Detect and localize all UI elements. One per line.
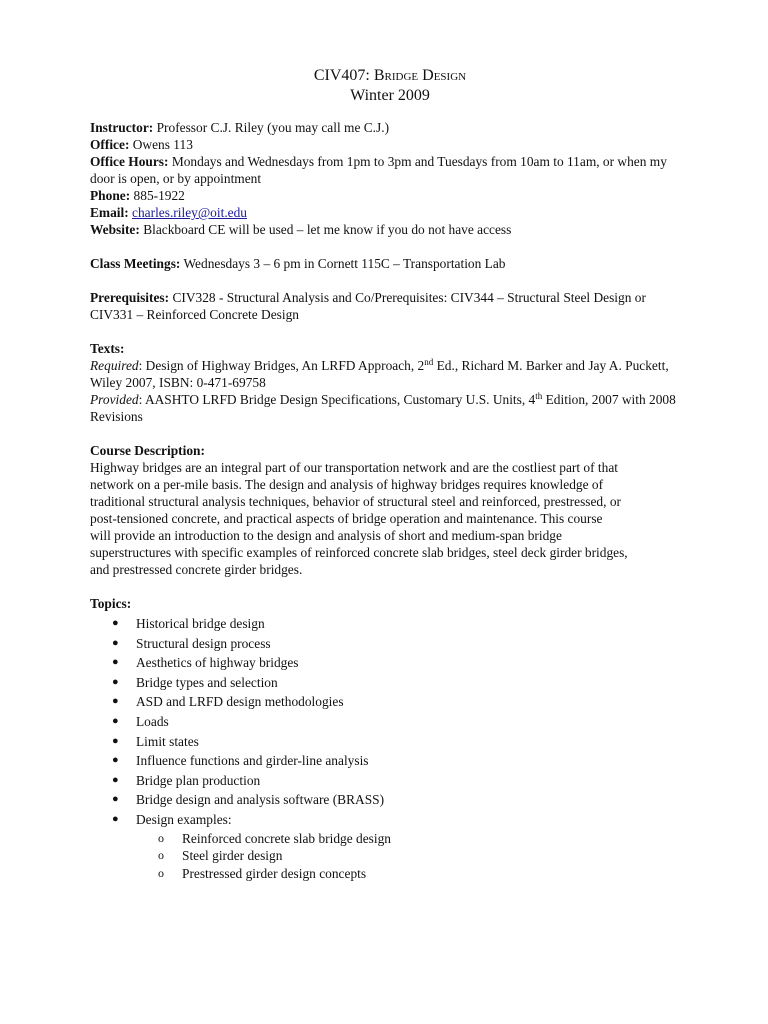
website-value: Blackboard CE will be used – let me know if you do not have access xyxy=(143,222,512,237)
prerequisites-label: Prerequisites: xyxy=(90,290,170,305)
topic-text: Bridge design and analysis software (BRASS) xyxy=(136,792,385,808)
website-label: Website: xyxy=(90,222,140,237)
topic-text: Aesthetics of highway bridges xyxy=(136,655,299,671)
class-meetings-value: Wednesdays 3 – 6 pm in Cornett 115C – Transportation Lab xyxy=(183,256,506,271)
spacer xyxy=(90,425,690,442)
class-meetings-label: Class Meetings: xyxy=(90,256,181,271)
office-hours-value: Mondays and Wednesdays from 1pm to 3pm and Tuesdays from 10am to 11am, or when my door is open, or by appointment xyxy=(90,154,667,186)
email-label: Email: xyxy=(90,205,129,220)
provided-label: Provided xyxy=(90,392,139,407)
bullet-icon: ● xyxy=(112,656,119,669)
list-item xyxy=(90,865,690,883)
prerequisites-value: CIV328 - Structural Analysis and Co/Prerequisites: CIV344 – Structural Steel Design or CIV331 – Reinforced Concrete Design xyxy=(90,290,646,322)
class-meetings-line xyxy=(90,255,690,272)
bullet-icon: ● xyxy=(112,714,119,727)
phone-label: Phone: xyxy=(90,188,131,203)
provided-text-part2: Edition, 2007 with 2008 Revisions xyxy=(90,392,676,424)
list-item xyxy=(90,673,690,693)
list-item xyxy=(90,810,690,830)
circle-bullet-icon: o xyxy=(158,848,164,863)
circle-bullet-icon: o xyxy=(158,830,164,845)
spacer xyxy=(90,238,690,255)
description-line: network on a per-mile basis. The design and analysis of highway bridges requires knowledge of xyxy=(90,477,604,492)
prerequisites-line xyxy=(90,289,690,323)
course-name: Bridge Design xyxy=(373,67,467,84)
design-examples-list xyxy=(90,830,690,883)
office-hours-label: Office Hours: xyxy=(90,154,169,169)
course-term: Winter 2009 xyxy=(350,87,430,104)
phone-line xyxy=(90,187,690,204)
syllabus-page xyxy=(90,66,690,882)
website-line xyxy=(90,221,690,238)
topic-text: ASD and LRFD design methodologies xyxy=(136,694,344,710)
course-description-label: Course Description: xyxy=(90,443,205,458)
list-item xyxy=(90,771,690,791)
sub-topic-text: Reinforced concrete slab bridge design xyxy=(182,830,391,846)
list-item xyxy=(90,614,690,634)
topic-text: Bridge types and selection xyxy=(136,674,278,690)
instructor-line xyxy=(90,119,690,136)
bullet-icon: ● xyxy=(112,812,119,825)
topic-text: Loads xyxy=(136,713,169,729)
topic-text: Influence functions and girder-line analysis xyxy=(136,753,369,769)
sub-topic-text: Steel girder design xyxy=(182,848,283,864)
list-item xyxy=(90,634,690,654)
office-line xyxy=(90,136,690,153)
description-line: and prestressed concrete girder bridges. xyxy=(90,562,303,577)
bullet-icon: ● xyxy=(112,754,119,767)
phone-value: 885-1922 xyxy=(133,188,185,203)
required-text: Required: Design of Highway Bridges, An LRFD Approach, 2nd Ed., Richard M. Barker and Jay A. Puckett, Wiley 2007, ISBN: 0-471-69758 xyxy=(90,357,669,390)
texts-heading xyxy=(90,340,690,357)
required-text-part2: Ed., Richard M. Barker and Jay A. Puckett, Wiley 2007, ISBN: 0-471-69758 xyxy=(90,358,669,390)
bullet-icon: ● xyxy=(112,793,119,806)
topic-text: Limit states xyxy=(136,733,199,749)
course-code: CIV407: xyxy=(313,67,370,84)
list-item xyxy=(90,732,690,752)
list-item xyxy=(90,692,690,712)
bullet-icon: ● xyxy=(112,734,119,747)
bullet-icon: ● xyxy=(112,773,119,786)
provided-text: Provided: AASHTO LRFD Bridge Design Specifications, Customary U.S. Units, 4th Edition, 2007 with 2008 Revisions xyxy=(90,391,676,424)
course-title xyxy=(90,66,690,86)
course-description-heading xyxy=(90,442,690,459)
description-line: superstructures with specific examples of reinforced concrete slab bridges, steel deck girder bridges, xyxy=(90,545,628,560)
office-value: Owens 113 xyxy=(132,137,193,152)
bullet-icon: ● xyxy=(112,675,119,688)
email-line xyxy=(90,204,690,221)
course-description-body xyxy=(90,459,690,578)
required-label: Required xyxy=(90,358,139,373)
topic-text: Structural design process xyxy=(136,635,271,651)
instructor-value: Professor C.J. Riley (you may call me C.J.) xyxy=(156,120,390,135)
provided-text-part1: AASHTO LRFD Bridge Design Specifications, Customary U.S. Units, 4 xyxy=(144,392,536,407)
circle-bullet-icon: o xyxy=(158,865,164,880)
texts-label: Texts: xyxy=(90,341,125,356)
topics-label: Topics: xyxy=(90,596,132,611)
list-item xyxy=(90,790,690,810)
description-line: will provide an introduction to the design and analysis of short and medium-span bridge xyxy=(90,528,562,543)
description-line: post-tensioned concrete, and practical aspects of bridge operation and maintenance. This course xyxy=(90,511,603,526)
sub-topic-text: Prestressed girder design concepts xyxy=(182,865,367,881)
description-line: Highway bridges are an integral part of our transportation network and are the costliest part of that xyxy=(90,460,619,475)
spacer xyxy=(90,323,690,340)
spacer xyxy=(90,578,690,595)
list-item xyxy=(90,830,690,848)
required-text-part1: Design of Highway Bridges, An LRFD Approach, 2 xyxy=(145,358,425,373)
email-link[interactable]: charles.riley@oit.edu xyxy=(132,205,247,220)
bullet-icon: ● xyxy=(112,695,119,708)
bullet-icon: ● xyxy=(112,636,119,649)
title-block xyxy=(90,66,690,106)
topic-text: Design examples: xyxy=(136,811,232,827)
required-text-sup: nd xyxy=(424,357,434,367)
topic-text: Historical bridge design xyxy=(136,616,265,631)
topics-list xyxy=(90,614,690,830)
instructor-label: Instructor: xyxy=(90,120,154,135)
provided-text-sup: th xyxy=(535,391,543,401)
topics-heading xyxy=(90,595,690,612)
office-label: Office: xyxy=(90,137,130,152)
spacer xyxy=(90,272,690,289)
list-item xyxy=(90,712,690,732)
list-item xyxy=(90,653,690,673)
office-hours-line xyxy=(90,153,690,187)
bullet-icon: ● xyxy=(112,617,119,629)
list-item xyxy=(90,751,690,771)
topic-text: Bridge plan production xyxy=(136,772,261,788)
list-item xyxy=(90,847,690,865)
description-line: traditional structural analysis techniques, behavior of structural steel and reinforced, prestressed, or xyxy=(90,494,621,509)
